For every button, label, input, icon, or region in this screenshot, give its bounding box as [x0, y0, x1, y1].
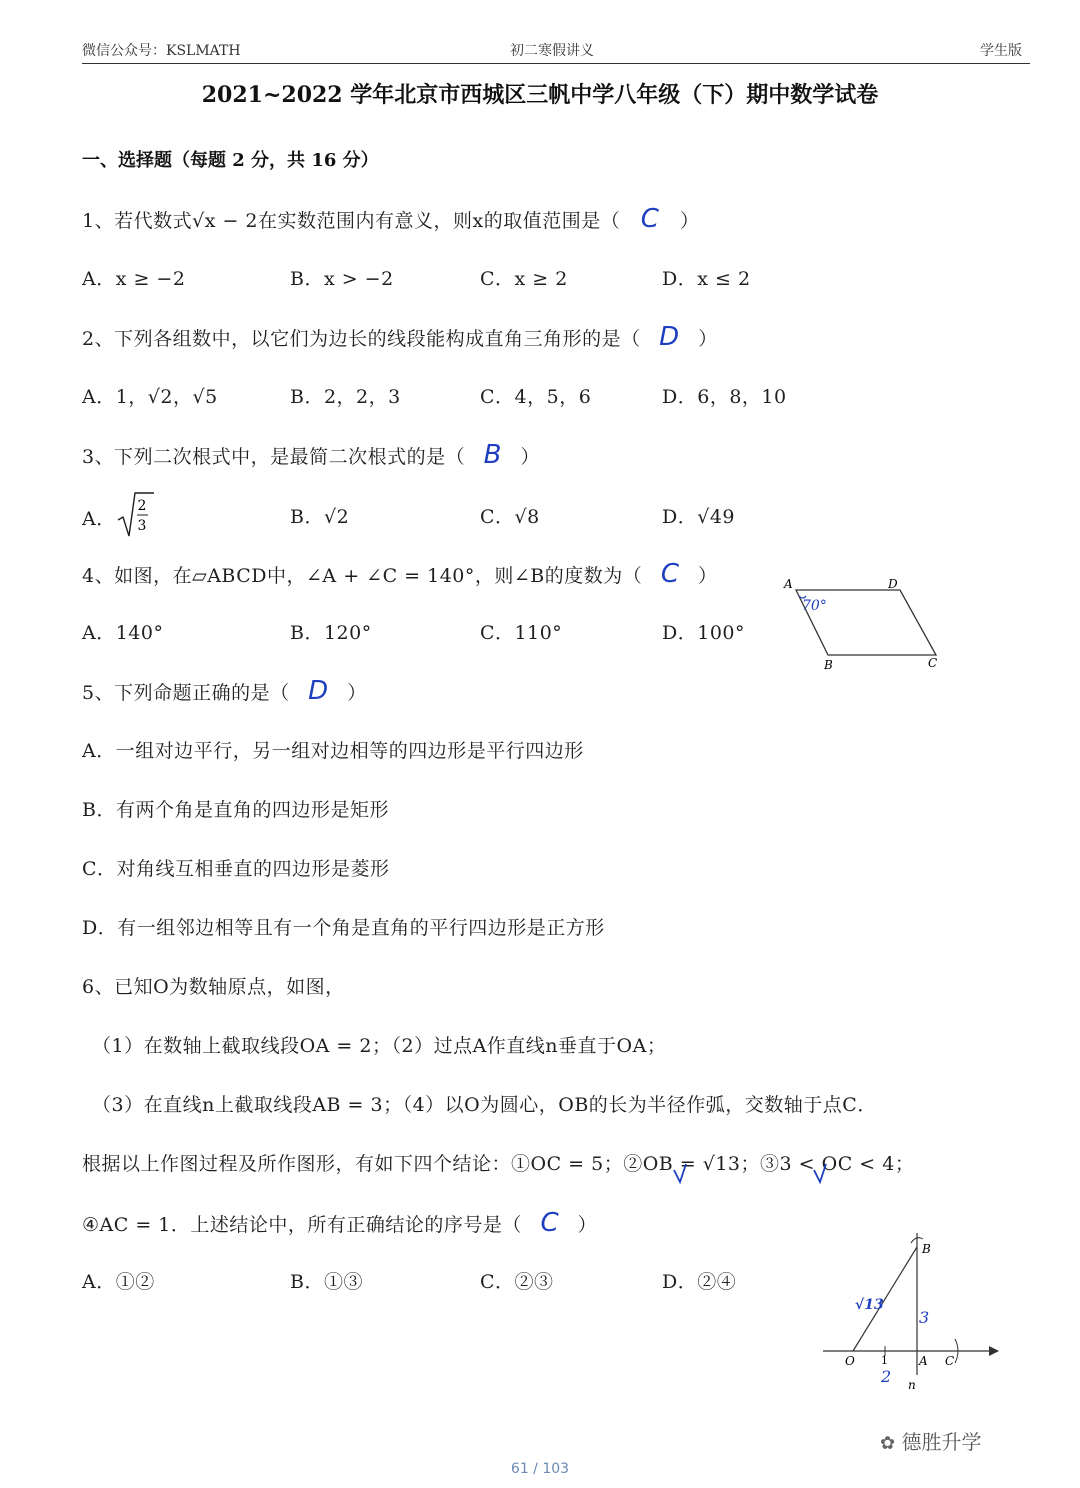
q1-option-d: D．x ≤ 2 — [662, 268, 751, 290]
wechat-icon: ✿ — [880, 1433, 896, 1454]
answer-4: C — [660, 559, 680, 589]
axis-arrow — [989, 1346, 999, 1356]
point-a-label: A — [919, 1354, 928, 1368]
q6-option-a: A．①② — [82, 1271, 155, 1293]
fraction-numerator: 2 — [137, 498, 147, 514]
question-4 — [82, 559, 718, 589]
q5-option-a: A．一组对边平行，另一组对边相等的四边形是平行四边形 — [82, 740, 584, 762]
point-b-label: B — [922, 1242, 931, 1256]
watermark — [880, 1426, 981, 1455]
radical-sign — [118, 493, 154, 536]
q4-option-c: C．110° — [480, 622, 563, 644]
question-4-close: ） — [698, 565, 718, 587]
question-2-close: ） — [698, 328, 718, 350]
q3-option-c: C．√8 — [480, 506, 540, 528]
answer-3: B — [483, 440, 502, 470]
question-1-close: ） — [679, 210, 700, 232]
page-title: 2021~2022 学年北京市西城区三帆中学八年级（下）期中数学试卷 — [201, 82, 879, 108]
vertex-d-label: D — [888, 577, 898, 591]
q4-option-a: A．140° — [82, 622, 164, 644]
q5-option-b: B．有两个角是直角的四边形是矩形 — [82, 799, 389, 821]
question-5-stem: 5、下列命题正确的是（ — [82, 682, 290, 704]
header-right: 学生版 — [980, 43, 1022, 59]
q1-option-c: C．x ≥ 2 — [480, 268, 568, 290]
question-6-line-2: （1）在数轴上截取线段OA = 2；（2）过点A作直线n垂直于OA； — [92, 1035, 667, 1057]
question-2-stem: 2、下列各组数中，以它们为边长的线段能构成直角三角形的是（ — [82, 328, 641, 350]
q2-option-b: B．2，2，3 — [290, 386, 401, 408]
unit-one-label: 1 — [881, 1354, 888, 1367]
page-number: 61 / 103 — [510, 1461, 570, 1477]
question-4-stem: 4、如图，在▱ABCD中，∠A + ∠C = 140°，则∠B的度数为（ — [82, 565, 643, 587]
q5-option-d: D．有一组邻边相等且有一个角是直角的平行四边形是正方形 — [82, 917, 605, 939]
q3-option-d: D．√49 — [662, 506, 736, 528]
answer-1: C — [640, 204, 660, 234]
question-3-stem: 3、下列二次根式中，是最简二次根式的是（ — [82, 446, 466, 468]
parallelogram-figure — [770, 572, 960, 674]
answer-2: D — [659, 322, 680, 352]
vertex-a-label: A — [784, 577, 793, 591]
tick-marks — [670, 1160, 840, 1190]
question-1 — [82, 204, 699, 234]
question-3 — [82, 440, 540, 470]
q2-option-c: C．4，5，6 — [480, 386, 592, 408]
header-rule — [82, 63, 1030, 64]
point-c-label: C — [945, 1354, 955, 1368]
note-root13: √13 — [855, 1297, 884, 1313]
check-mark-3 — [814, 1164, 826, 1182]
q4-option-b: B．120° — [290, 622, 372, 644]
q3-option-a-radical — [116, 490, 156, 540]
q2-option-a: A．1，√2，√5 — [82, 386, 218, 408]
q2-option-d: D．6，8，10 — [662, 386, 787, 408]
question-6-line-4: 根据以上作图过程及所作图形，有如下四个结论：①OC = 5；②OB = √13；③3 < OC < 4； — [82, 1153, 915, 1175]
q5-option-c: C．对角线互相垂直的四边形是菱形 — [82, 858, 390, 880]
answer-6: C — [540, 1208, 560, 1238]
question-3-close: ） — [520, 446, 541, 468]
question-5-close: ） — [347, 682, 367, 704]
header-left: 微信公众号：KSLMATH — [82, 43, 241, 59]
section-heading: 一、选择题（每题 2 分，共 16 分） — [82, 150, 379, 171]
question-6-line-1: 6、已知O为数轴原点，如图， — [82, 976, 345, 998]
fraction-denominator: 3 — [137, 518, 147, 534]
vertex-b-label: B — [824, 658, 833, 672]
header-center: 初二寒假讲义 — [510, 43, 594, 59]
question-5 — [82, 676, 367, 706]
check-mark-2 — [674, 1164, 686, 1182]
question-1-stem: 1、若代数式√x − 2在实数范围内有意义，则x的取值范围是（ — [82, 210, 621, 232]
q3-option-b: B．√2 — [290, 506, 350, 528]
point-o-label: O — [845, 1354, 855, 1368]
q6-option-d: D．②④ — [662, 1271, 737, 1293]
q3-option-a-label: A． — [82, 508, 116, 530]
q1-option-a: A．x ≥ −2 — [82, 268, 186, 290]
question-2 — [82, 322, 718, 352]
note-three: 3 — [919, 1308, 930, 1327]
vertex-c-label: C — [928, 656, 938, 670]
note-two: 2 — [881, 1367, 892, 1386]
q1-option-b: B．x > −2 — [290, 268, 394, 290]
question-6-line-3: （3）在直线n上截取线段AB = 3；（4）以O为圆心，OB的长为半径作弧，交数轴于点C． — [92, 1094, 877, 1116]
q6-option-c: C．②③ — [480, 1271, 554, 1293]
question-6-line-5 — [82, 1208, 597, 1238]
line-n-label: n — [908, 1378, 916, 1392]
question-6-close: ） — [577, 1214, 598, 1236]
number-line-figure — [815, 1225, 1010, 1395]
angle-note: 70° — [802, 598, 827, 614]
watermark-text: 德胜升学 — [901, 1430, 982, 1454]
question-6-stem: ④AC = 1．上述结论中，所有正确结论的序号是（ — [82, 1214, 522, 1236]
q6-option-b: B．①③ — [290, 1271, 363, 1293]
q4-option-d: D．100° — [662, 622, 745, 644]
answer-5: D — [308, 676, 329, 706]
